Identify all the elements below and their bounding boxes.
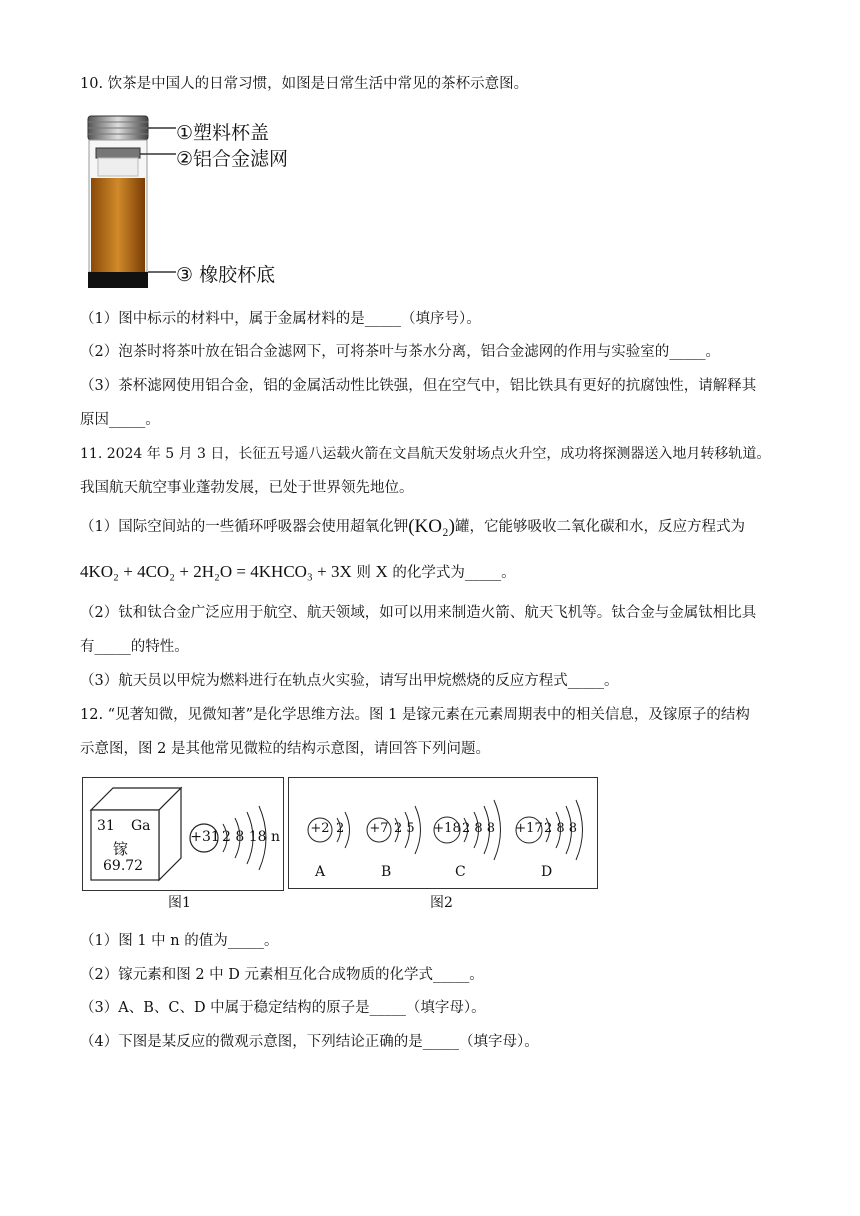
ga-mass: 69.72 bbox=[103, 858, 144, 874]
unknown-x: X bbox=[375, 562, 388, 581]
particle-a-charge: +2 bbox=[310, 821, 330, 836]
particle-c-shells: 2 8 8 bbox=[462, 821, 496, 836]
particle-d-charge: +17 bbox=[515, 821, 543, 836]
q11-stem-line1: 11. 2024 年 5 月 3 日，长征五号遥八运载火箭在文昌航天发射场点火升空，成功将探测器送入地月转移轨道。 bbox=[80, 446, 771, 462]
q12-sub3: （3）A、B、C、D 中属于稳定结构的原子是_____（填字母）。 bbox=[80, 1000, 486, 1016]
particle-b-charge: +7 bbox=[369, 821, 389, 836]
q12-stem-line1: 12. “见著知微，见微知著”是化学思维方法。图 1 是镓元素在元素周期表中的相关信息，及镓原子的结构 bbox=[80, 707, 750, 723]
particle-b-shells: 2 5 bbox=[394, 821, 415, 836]
label-alloy-filter: ②铝合金滤网 bbox=[176, 148, 289, 170]
figure-2 bbox=[288, 777, 598, 889]
ga-name: 镓 bbox=[113, 840, 129, 858]
particle-d-shells: 2 8 8 bbox=[544, 821, 578, 836]
particle-a-label: A bbox=[315, 864, 326, 880]
particle-c-label: C bbox=[455, 864, 466, 880]
q11-sub1-then: 则 bbox=[356, 565, 371, 581]
tea-cup-figure bbox=[84, 108, 324, 294]
ga-nucleus-charge: +31 bbox=[190, 829, 220, 845]
q10-sub2: （2）泡茶时将茶叶放在铝合金滤网下，可将茶叶与茶水分离，铝合金滤网的作用与实验室的_____。 bbox=[80, 344, 720, 360]
q11-sub1-post: 罐，它能够吸收二氧化碳和水，反应方程式为 bbox=[454, 519, 745, 535]
q11-sub1-tail: 的化学式为_____。 bbox=[392, 565, 516, 581]
q10-stem: 10. 饮茶是中国人的日常习惯，如图是日常生活中常见的茶杯示意图。 bbox=[80, 76, 529, 92]
tea-liquid-icon bbox=[91, 178, 145, 272]
q11-sub3: （3）航天员以甲烷为燃料进行在轨点火实验，请写出甲烷燃烧的反应方程式_____。 bbox=[80, 673, 619, 689]
rubber-base-icon bbox=[88, 272, 148, 288]
q12-sub1: （1）图 1 中 n 的值为_____。 bbox=[80, 933, 279, 949]
particle-d-label: D bbox=[541, 864, 553, 880]
reaction-equation: 4KO₂ + 4CO₂ + 2H₂O = 4KHCO₃ + 3X bbox=[80, 562, 352, 581]
figure-1 bbox=[82, 777, 284, 891]
q10-sub3-line1: （3）茶杯滤网使用铝合金，铝的金属活动性比铁强，但在空气中，铝比铁具有更好的抗腐蚀性，请解释其 bbox=[80, 378, 757, 394]
q11-sub2-line1: （2）钛和钛合金广泛应用于航空、航天领域，如可以用来制造火箭、航天飞机等。钛合金与金属钛相比具 bbox=[80, 605, 757, 621]
q11-sub1-line2 bbox=[80, 562, 516, 583]
particle-c-charge: +18 bbox=[433, 821, 461, 836]
q12-sub4: （4）下图是某反应的微观示意图，下列结论正确的是_____（填字母）。 bbox=[80, 1034, 539, 1050]
q11-sub1-line1 bbox=[80, 516, 745, 537]
q10-sub3-line2: 原因_____。 bbox=[80, 412, 160, 428]
figure-1-caption: 图1 bbox=[168, 895, 191, 911]
ga-shell-electrons: 2 8 18 n bbox=[222, 829, 280, 845]
ko2-formula: (KO₂) bbox=[408, 516, 455, 537]
particle-a-shells: 2 bbox=[336, 821, 345, 836]
particle-b-label: B bbox=[381, 864, 392, 880]
ga-symbol: Ga bbox=[131, 818, 151, 834]
q12-stem-line2: 示意图，图 2 是其他常见微粒的结构示意图，请回答下列问题。 bbox=[80, 741, 490, 757]
figure-2-caption: 图2 bbox=[430, 895, 453, 911]
q11-stem-line2: 我国航天航空事业蓬勃发展，已处于世界领先地位。 bbox=[80, 480, 414, 496]
q11-sub2-line2: 有_____的特性。 bbox=[80, 639, 189, 655]
ga-atomic-number: 31 bbox=[97, 818, 115, 834]
label-rubber-base: ③ 橡胶杯底 bbox=[176, 264, 276, 286]
q12-sub2: （2）镓元素和图 2 中 D 元素相互化合成物质的化学式_____。 bbox=[80, 967, 484, 983]
q10-sub1: （1）图中标示的材料中，属于金属材料的是_____（填序号）。 bbox=[80, 311, 481, 327]
alloy-filter-icon bbox=[96, 148, 140, 158]
label-plastic-cap: ①塑料杯盖 bbox=[176, 122, 270, 144]
q11-sub1-pre: （1）国际空间站的一些循环呼吸器会使用超氧化钾 bbox=[80, 519, 409, 535]
